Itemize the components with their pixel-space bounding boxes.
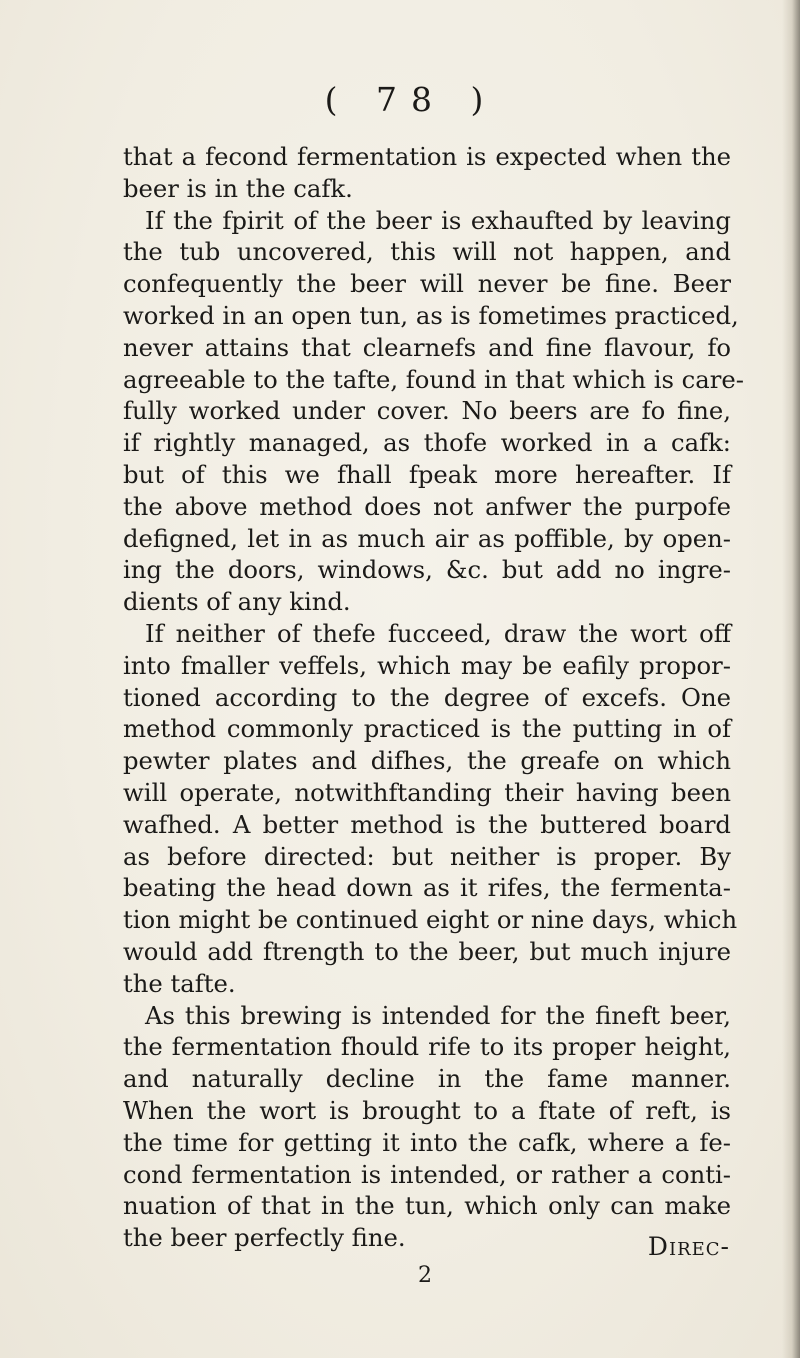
text-line: tion might be continued eight or nine days, which	[123, 905, 738, 935]
text-line: that a fecond fermentation is expected when the	[123, 142, 731, 171]
text-line: defigned, let in as much air as poffible, by open-	[123, 523, 731, 553]
text-line: will operate, notwithftanding their having been	[123, 777, 731, 807]
text-line: worked in an open tun, as is fometimes practiced,	[123, 300, 739, 330]
page-edge-shadow	[782, 0, 800, 1358]
text-line: beer is in the cafk.	[123, 173, 353, 203]
text-line: nuation of that in the tun, which only can make	[123, 1191, 731, 1221]
text-line: the tafte.	[123, 968, 236, 998]
text-line: the tub uncovered, this will not happen, and	[123, 237, 731, 267]
text-line: the above method does not anfwer the purpofe	[123, 491, 731, 521]
text-line: cond fermentation is intended, or rather a conti-	[123, 1159, 731, 1189]
text-line: into fmaller veffels, which may be eafily propor-	[123, 650, 731, 680]
text-line: pewter plates and difhes, the greafe on which	[123, 746, 731, 776]
text-line: and naturally decline in the fame manner.	[123, 1064, 731, 1094]
text-line: agreeable to the tafte, found in that which is care-	[123, 364, 744, 394]
text-line: but of this we fhall fpeak more hereafter. If	[123, 459, 731, 489]
text-line: the beer perfectly fine.	[123, 1223, 406, 1253]
body-text	[123, 141, 744, 1254]
text-line: If neither of thefe fucceed, draw the wort off	[145, 618, 731, 648]
text-line: If the fpirit of the beer is exhaufted by leaving	[145, 205, 731, 235]
text-line: As this brewing is intended for the fineft beer,	[145, 1000, 731, 1030]
signature-mark: 2	[418, 1263, 432, 1288]
text-line: tioned according to the degree of excefs. One	[123, 682, 731, 712]
text-line: never attains that clearnefs and fine flavour, fo	[123, 332, 731, 362]
text-line: as before directed: but neither is proper. By	[123, 841, 731, 871]
catchword: Direc-	[647, 1232, 730, 1261]
text-line: wafhed. A better method is the buttered board	[123, 809, 731, 839]
text-line: beating the head down as it rifes, the fermenta-	[123, 873, 731, 903]
text-line: if rightly managed, as thofe worked in a cafk:	[123, 428, 731, 458]
text-line: confequently the beer will never be fine. Beer	[123, 269, 731, 299]
text-line: dients of any kind.	[123, 587, 351, 617]
page-number-header: ( 78 )	[324, 80, 498, 119]
text-line: the fermentation fhould rife to its proper height,	[123, 1032, 731, 1062]
text-line: method commonly practiced is the putting in of	[123, 714, 731, 744]
text-line: fully worked under cover. No beers are fo fine,	[123, 396, 731, 426]
text-line: would add ftrength to the beer, but much injure	[123, 936, 731, 966]
text-line: ing the doors, windows, &c. but add no ingre-	[123, 555, 731, 585]
text-line: When the wort is brought to a ftate of reft, is	[123, 1095, 731, 1125]
text-line: the time for getting it into the cafk, where a fe-	[123, 1127, 731, 1157]
